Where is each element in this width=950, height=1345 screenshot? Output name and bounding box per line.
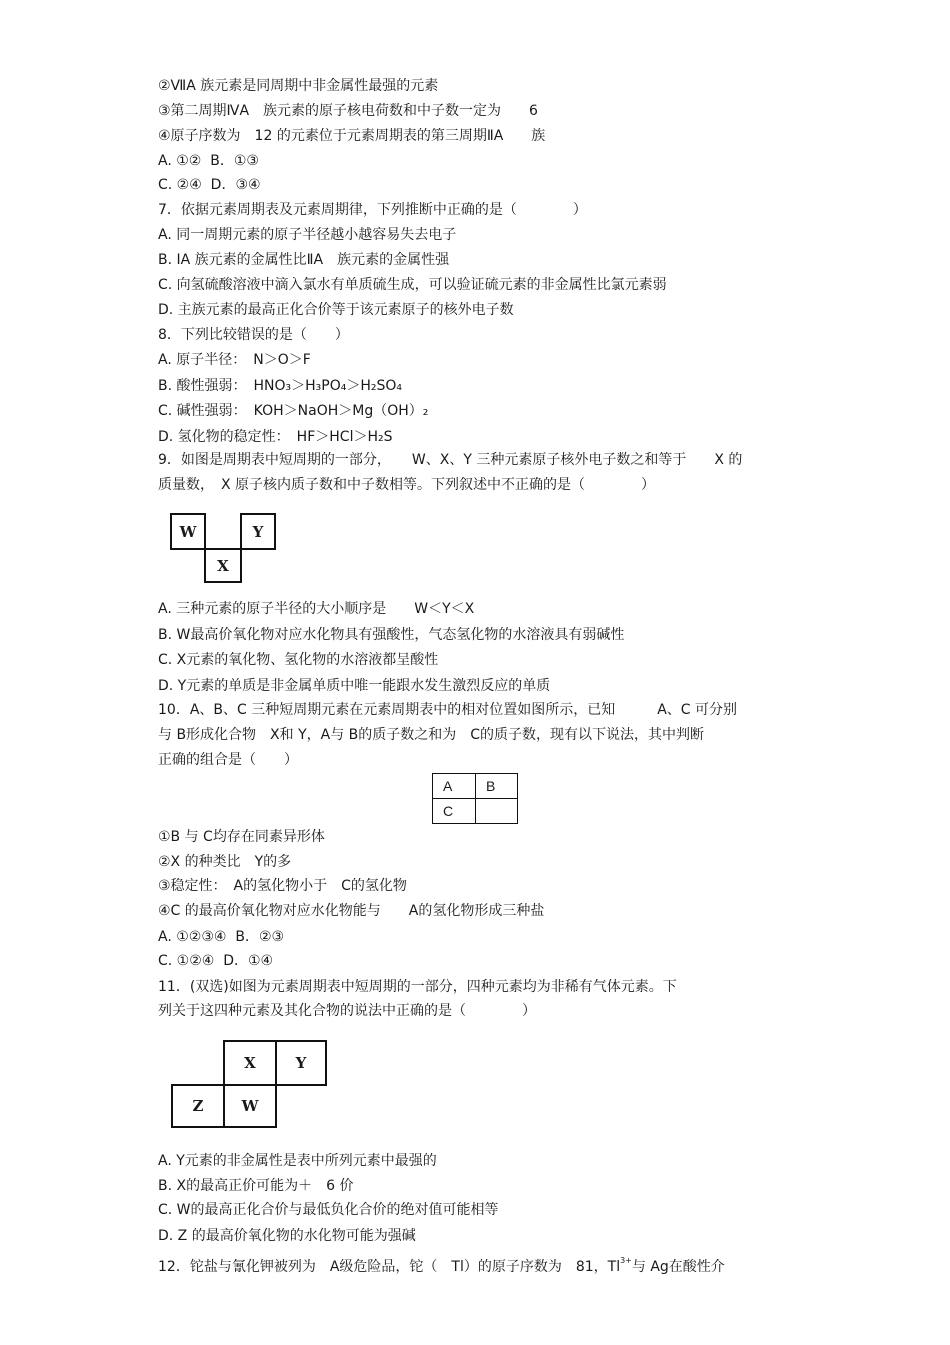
figure-9-grid <box>170 513 276 583</box>
question-8: 8．下列比较错误的是（ ） <box>158 327 349 343</box>
text-line: ①B 与 C均存在同素异形体 <box>158 829 325 845</box>
text-line: ②ⅦA 族元素是同周期中非金属性最强的元素 <box>158 78 439 94</box>
text-line: C. 碱性强弱： KOH＞NaOH＞Mg（OH）₂ <box>158 403 429 419</box>
text-line: 列关于这四种元素及其化合物的说法中正确的是（ ） <box>158 1003 536 1019</box>
text-line: ③稳定性： A的氢化物小于 C的氢化物 <box>158 878 407 894</box>
question-12 <box>158 1252 725 1276</box>
text-line: 质量数， X 原子核内质子数和中子数相等。下列叙述中不正确的是（ ） <box>158 477 656 493</box>
grid-cell: X <box>223 1040 277 1086</box>
question-7: 7．依据元素周期表及元素周期律，下列推断中正确的是（ ） <box>158 202 587 218</box>
text-segment: 12．铊盐与氰化钾被列为 A级危险品，铊（ Tl）的原子序数为 81，Tl <box>158 1259 621 1275</box>
figure-10-grid <box>432 773 518 824</box>
text-line: A. 原子半径： N＞O＞F <box>158 352 311 368</box>
grid-cell: A <box>432 773 476 799</box>
text-line: C. ②④ D．③④ <box>158 177 261 193</box>
grid-cell: X <box>204 548 242 583</box>
text-segment: 与 Ag在酸性介 <box>631 1259 725 1275</box>
text-line: A. 同一周期元素的原子半径越小越容易失去电子 <box>158 227 457 243</box>
text-line: B. ⅠA 族元素的金属性比ⅡA 族元素的金属性强 <box>158 252 450 268</box>
text-line: C. ①②④ D．①④ <box>158 953 274 969</box>
text-line: B. W最高价氧化物对应水化物具有强酸性，气态氢化物的水溶液具有弱碱性 <box>158 627 625 643</box>
text-line: D. 主族元素的最高正化合价等于该元素原子的核外电子数 <box>158 302 514 318</box>
text-line: D. Y元素的单质是非金属单质中唯一能跟水发生激烈反应的单质 <box>158 678 551 694</box>
text-line: A. ①②③④ B．②③ <box>158 929 285 945</box>
grid-cell: Z <box>171 1084 225 1128</box>
text-line: ②X 的种类比 Y的多 <box>158 854 292 870</box>
text-line: A. Y元素的非金属性是表中所列元素中最强的 <box>158 1153 437 1169</box>
text-line: B. 酸性强弱： HNO₃＞H₃PO₄＞H₂SO₄ <box>158 378 403 394</box>
text-line: 正确的组合是（ ） <box>158 752 298 768</box>
text-line: A. ①② B．①③ <box>158 153 259 169</box>
question-11: 11．(双选)如图为元素周期表中短周期的一部分，四种元素均为非稀有气体元素。下 <box>158 979 677 995</box>
grid-cell: Y <box>275 1040 327 1086</box>
text-line: 与 B形成化合物 X和 Y，A与 B的质子数之和为 C的质子数，现有以下说法，其中判断 <box>158 727 705 743</box>
text-line: C. X元素的氧化物、氢化物的水溶液都呈酸性 <box>158 652 439 668</box>
grid-cell: Y <box>240 513 276 550</box>
grid-cell <box>475 798 518 824</box>
grid-cell: C <box>432 798 476 824</box>
text-line: A. 三种元素的原子半径的大小顺序是 W＜Y＜X <box>158 601 475 617</box>
text-line: C. 向氢硫酸溶液中滴入氯水有单质硫生成，可以验证硫元素的非金属性比氯元素弱 <box>158 277 667 293</box>
question-9: 9．如图是周期表中短周期的一部分， W、X、Y 三种元素原子核外电子数之和等于 X 的 <box>158 452 743 468</box>
text-line: B. X的最高正价可能为＋ 6 价 <box>158 1178 354 1194</box>
text-line: ④C 的最高价氧化物对应水化物能与 A的氢化物形成三种盐 <box>158 903 545 919</box>
text-line: ④原子序数为 12 的元素位于元素周期表的第三周期ⅡA 族 <box>158 128 546 144</box>
question-10: 10．A、B、C 三种短周期元素在元素周期表中的相对位置如图所示，已知 A、C 可分别 <box>158 702 738 718</box>
figure-11-grid <box>171 1040 327 1128</box>
superscript: 3+ <box>620 1256 632 1265</box>
grid-cell: B <box>475 773 518 799</box>
grid-cell: W <box>170 513 206 550</box>
text-line: D. 氢化物的稳定性： HF＞HCl＞H₂S <box>158 429 393 445</box>
text-line: ③第二周期ⅣA 族元素的原子核电荷数和中子数一定为 6 <box>158 103 538 119</box>
text-line: C. W的最高正化合价与最低负化合价的绝对值可能相等 <box>158 1202 499 1218</box>
text-line: D. Z 的最高价氧化物的水化物可能为强碱 <box>158 1228 416 1244</box>
grid-cell: W <box>223 1084 277 1128</box>
